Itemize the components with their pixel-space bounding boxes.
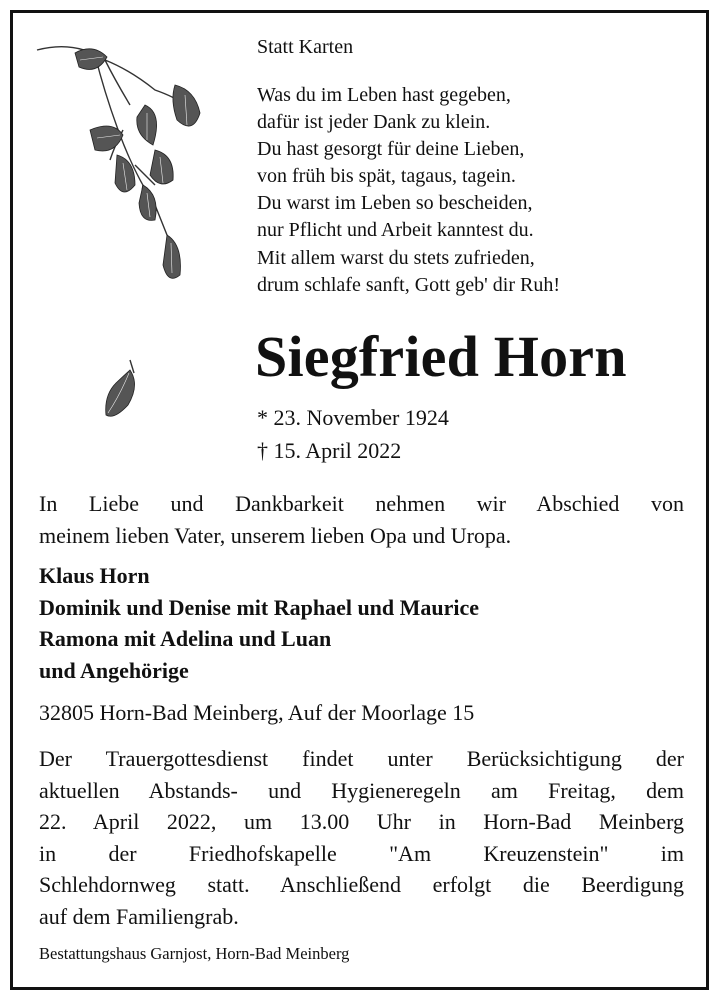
poem	[257, 82, 560, 299]
family-line: Dominik und Denise mit Raphael und Maurice	[39, 594, 480, 620]
service-text	[39, 743, 684, 932]
poem-line: dafür ist jeder Dank zu klein.	[257, 111, 491, 134]
birch-branch-icon	[35, 35, 210, 295]
family-line: Ramona mit Adelina und Luan	[39, 626, 332, 651]
falling-leaf-icon	[100, 355, 140, 425]
family-line: Klaus Horn	[39, 563, 150, 588]
family-list	[39, 560, 479, 686]
deceased-name: Siegfried Horn	[255, 324, 627, 389]
service-line: Der Trauergottesdienst findet unter Berücksichtigung der	[39, 746, 684, 771]
poem-line: Du hast gesorgt für deine Lieben,	[257, 138, 525, 161]
service-line: auf dem Familiengrab.	[39, 903, 239, 929]
service-line: Schlehdornweg statt. Anschließend erfolgt die Beerdigung	[39, 872, 684, 897]
poem-line: nur Pflicht und Arbeit kanntest du.	[257, 219, 534, 242]
farewell-line: In Liebe und Dankbarkeit nehmen wir Abschied von	[39, 491, 684, 516]
farewell-text	[39, 488, 684, 551]
service-line: in der Friedhofskapelle "Am Kreuzenstein" im	[39, 840, 684, 866]
birth-date: * 23. November 1924	[257, 405, 449, 430]
address: 32805 Horn-Bad Meinberg, Auf der Moorlage 15	[39, 700, 475, 725]
poem-line: drum schlafe sanft, Gott geb' dir Ruh!	[257, 273, 560, 296]
poem-line: Du warst im Leben so bescheiden,	[257, 192, 533, 215]
death-date: † 15. April 2022	[257, 438, 402, 463]
poem-line: Mit allem warst du stets zufrieden,	[257, 246, 535, 269]
funeral-home: Bestattungshaus Garnjost, Horn-Bad Meinberg	[39, 944, 350, 963]
service-line: 22. April 2022, um 13.00 Uhr in Horn-Bad Meinberg	[39, 809, 684, 834]
farewell-line: meinem lieben Vater, unserem lieben Opa und Uropa.	[39, 522, 512, 548]
intro-line: Statt Karten	[257, 36, 354, 58]
service-line: aktuellen Abstands- und Hygieneregeln am Freitag, dem	[39, 777, 684, 803]
poem-line: Was du im Leben hast gegeben,	[257, 84, 511, 106]
family-line: und Angehörige	[39, 657, 189, 683]
life-dates	[257, 401, 449, 467]
poem-line: von früh bis spät, tagaus, tagein.	[257, 165, 516, 188]
